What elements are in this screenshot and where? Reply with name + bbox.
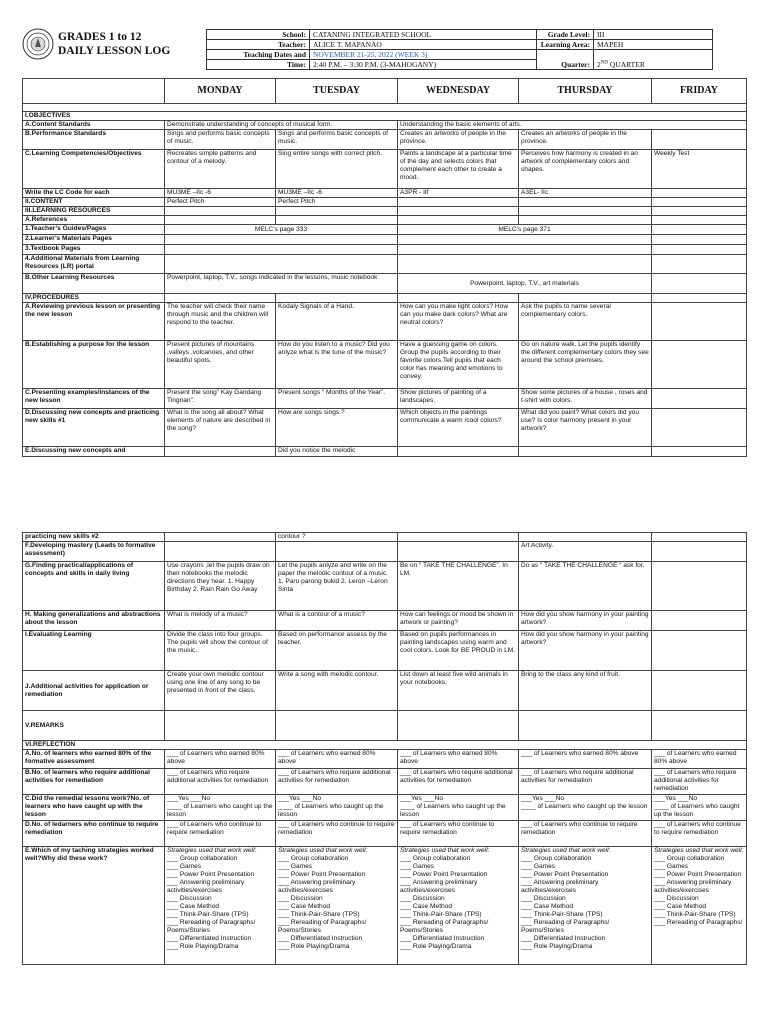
yes-no: ___Yes ___No [654,795,698,802]
strategy-item: ___ Role Playing/Drama [278,943,350,950]
cell-mon-tue [165,255,398,274]
section-objectives: I.OBJECTIVES [23,112,747,121]
cell-mon-tue: Powerpoint, laptop, T.V., songs indicated in the lessons, music notebook [165,274,398,294]
corner-cell [23,79,165,104]
table-row [23,130,747,150]
table-row [23,542,747,562]
section-reflection: VI.REFLECTION [23,741,747,750]
cell-tue: MU3ME –IIc -6 [276,189,398,198]
lesson-table-page-2 [22,532,747,965]
cell-wed: How can feelings or mood be shown in artwork or painting? [398,611,519,631]
table-row [23,225,747,235]
strategy-item: ___ Games [521,863,556,870]
grade-value: III [594,30,713,40]
cell-tue [276,216,398,225]
cell-wed [398,216,519,225]
strategy-item: ___ Think-Pair-Share (TPS) [400,911,482,918]
cell-thu: What did you paint? What colors did you use? Is color harmony present in your artwork? [519,409,652,447]
table-row [23,769,747,795]
cell-tue: Based on performance assess by the teacher. [276,631,398,671]
cell-thu: Go on nature walk. Let the pupils identify the different complementary colors they see around the school premises. [519,341,652,389]
cell-thu: How did you show harmony in your painting artwork? [519,611,652,631]
table-row [23,611,747,631]
row-label: F.Developing mastery (Leads to formative assessment) [23,542,165,562]
strategy-item: ___ Power Point Presentation [654,871,742,878]
strategy-item: ___ Case Method [278,903,331,910]
cell-wed [398,711,519,741]
row-label: C.Presenting examples/instances of the new lesson [23,389,165,409]
strategy-item: ___ Power Point Presentation [167,871,255,878]
cell-tue: Sing entire songs with correct pitch. [276,150,398,189]
yes-no: ___Yes ___No [167,795,211,802]
page-2 [0,532,768,1024]
strategy-item: ___ Rereading of Paragraphs/ Poems/Stories [167,919,256,934]
row-label: I.Evaluating Learning [23,631,165,671]
cell-wed [398,294,519,303]
cell-mon [165,216,276,225]
row-label: II.CONTENT [23,198,165,207]
cell-wed: Be on “ TAKE THE CHALLENGE”. In LM. [398,562,519,611]
cell-thu: ___ of Learners who require additional activities for remediation [519,769,652,795]
cell-tue [276,542,398,562]
cell-thu: Ask the pupils to name several complementary colors. [519,303,652,341]
table-row [23,245,747,255]
cell-thu [519,198,652,207]
row-label: J.Additional activities for application or remediation [23,671,165,711]
cell-thu: Perceives how harmony is created in an artwork of complementary colors and shapes. [519,150,652,189]
cell-thu: Show some pictures of a house , roses and t-shirt with colors. [519,389,652,409]
strategy-item: ___ Think-Pair-Share (TPS) [278,911,360,918]
strategies-heading: Strategies used that work well: [278,847,368,854]
section-remarks: V.REMARKS [23,711,165,741]
quarter-word: QUARTER [607,60,645,69]
row-label: 3.Textbook Pages [23,245,165,255]
table-row [23,821,747,847]
table-row [23,847,747,965]
strategy-item: ___ Differentiated Instruction [521,935,606,942]
cell-fri [652,255,747,274]
row-label: C.Learning Competencies/Objectives [23,150,165,189]
cell-mon-tue: MELC’s page 333 [165,225,398,235]
table-row [23,447,747,457]
cell-mon [165,533,276,542]
cell-thu [519,533,652,542]
cell-fri [652,562,747,611]
cell-mon-tue [165,245,398,255]
caught-up: ____ of Learners who caught up the lesson [521,803,648,810]
caught-up: ____ of Learners who caught up the lesson [278,803,384,818]
row-label: A.Reviewing previous lesson or presenting the new lesson [23,303,165,341]
row-label: D.No. of ledarners who continue to require remediation [23,821,165,847]
strategy-item: ___ Case Method [521,903,574,910]
row-label: B.No. of learners who require additional activities for remediation [23,769,165,795]
cell-tue: Present songs “ Months of the Year”. [276,389,398,409]
strategy-item: ___ Group collaboration [167,855,238,862]
caught-up: ____ of Learners who caught up the lesson [654,803,740,818]
section-procedures: IV.PROCEDURES [23,294,165,303]
cell-thu [519,795,652,821]
table-row [23,711,747,741]
table-row [23,255,747,274]
cell-mon [165,207,276,216]
cell-mon: Sings and performs basic concepts of music. [165,130,276,150]
cell-tue: Sings and performs basic concepts of music. [276,130,398,150]
cell-wed-thu [398,235,652,245]
cell-tue: How do you listen to a music? Did you anlyze what is the tune of the music? [276,341,398,389]
row-label: Write the LC Code for each [23,189,165,198]
time-value: 2:40 P.M. – 3:30 P.M. (3-MAHOGANY) [310,60,537,70]
strategies-cell [652,847,747,965]
cell-mon: Present pictures of mountains ,valleys ,volcanoes, and other beautiful spots. [165,341,276,389]
cell-fri [652,611,747,631]
quarter-label: Quarter: [537,50,594,70]
cell-tue: Kodaly Signals of a Hand. [276,303,398,341]
strategies-heading: Strategies used that work well: [167,847,257,854]
cell-mon: MU3ME –IIc -6 [165,189,276,198]
strategy-item: ___ Discussion [278,895,323,902]
row-label: 2.Learner’s Materials Pages [23,235,165,245]
cell-fri: ___ of Learners who require additional activities for remediation [652,769,747,795]
cell-mon [165,294,276,303]
cell-fri [652,542,747,562]
cell-thu: ___ of Learners who continue to require remediation [519,821,652,847]
row-label: 4.Additional Materials from Learning Resources (LR) portal [23,255,165,274]
cell-fri [652,389,747,409]
quarter-value [594,50,713,70]
table-row [23,750,747,769]
cell-tue [276,795,398,821]
table-row [23,409,747,447]
row-label: D.Discussing new concepts and practicing new skills #1 [23,409,165,447]
table-row [23,121,747,130]
day-header-row [23,79,747,104]
strategy-item: ___ Differentiated Instruction [400,935,485,942]
day-monday: MONDAY [165,79,276,104]
cell-fri [652,198,747,207]
strategy-item: ___ Think-Pair-Share (TPS) [521,911,603,918]
cell-thu: How did you show harmony in your painting artwork? [519,631,652,671]
cell-wed: Based on pupils performances in painting landscapes using warm and cool colors. Look for BE PROUD in LM. [398,631,519,671]
strategy-item: ___ Answering preliminary activities/exercises [654,879,732,894]
cell-tue [276,711,398,741]
lesson-table-page-1 [22,78,747,457]
row-label: H. Making generalizations and abstractions about the lesson [23,611,165,631]
table-row [23,671,747,711]
strategies-cell [276,847,398,965]
strategy-item: ___ Role Playing/Drama [167,943,239,950]
title-line-1: GRADES 1 to 12 [58,31,142,43]
cell-thu [519,711,652,741]
cell-mon: What is the song all about? What elements of nature are described in the song? [165,409,276,447]
strategy-item: ___ Games [167,863,202,870]
caught-up: ____ of Learners who caught up the lesson [167,803,273,818]
cell-wed-thu: Powerpoint, laptop, T.V., art materials [398,274,652,294]
cell-mon [165,711,276,741]
grade-label: Grade Level: [537,30,594,40]
cell-wed: Which objects in the paintings communicate a warm /cool colors? [398,409,519,447]
cell-tue: Write a song with melodic contour. [276,671,398,711]
strategy-item: ___ Power Point Presentation [521,871,609,878]
table-row [23,150,747,189]
info-table [206,29,713,70]
cell-mon [165,542,276,562]
cell-mon: ___ of Learners who require additional activities for remediation [165,769,276,795]
cell-fri [652,409,747,447]
row-label: 1.Teacher’s Guides/Pages [23,225,165,235]
strategy-item: ___ Rereading of Paragraphs/ Poems/Stories [278,919,367,934]
yes-no: ___Yes ___No [400,795,444,802]
cell-fri [652,189,747,198]
cell-fri: ___ of Learners who earned 80% above [652,750,747,769]
cell-tue: ___ of Learners who continue to require remediation [276,821,398,847]
cell-wed-fri: Understanding the basic elements of arts. [398,121,747,130]
cell-wed: ___ of Learners who earned 80% above [398,750,519,769]
teacher-value: ALICE T. MAPANAO [310,40,537,50]
row-label: B.Other Learning Resources [23,274,165,294]
strategies-heading: Strategies used that work well: [654,847,744,854]
table-row [23,112,747,121]
cell-wed: A3PR - IIf [398,189,519,198]
table-row [23,274,747,294]
table-row [23,303,747,341]
strategy-item: ___ Case Method [400,903,453,910]
strategy-item: ___ Case Method [654,903,707,910]
row-label: A.No. of learners who earned 80% of the formative assessment [23,750,165,769]
cell-wed: List down at least five wild animals in your notebooks. [398,671,519,711]
title-line-2: DAILY LESSON LOG [58,45,171,57]
row-label: E.Which of my taching strategies worked well?Why did these work? [23,847,165,965]
yes-no: ___Yes ___No [278,795,322,802]
table-row [23,562,747,611]
cell-thu: Art Activity. [519,542,652,562]
cell-tue: ___ of Learners who require additional activities for remediation [276,769,398,795]
school-label: School: [207,30,310,40]
cell-mon: ___ of Learners who earned 80% above [165,750,276,769]
dates-value: NOVEMBER 21-25, 2022 (WEEK 3) [310,50,537,60]
day-thursday: THURSDAY [519,79,652,104]
page-1 [0,0,768,478]
table-row [23,198,747,207]
cell-thu [519,447,652,457]
table-row [23,389,747,409]
cell-wed-thu: MELC’s page 371 [398,225,652,235]
cell-mon [165,447,276,457]
cell-thu [519,207,652,216]
strategies-cell [165,847,276,965]
strategy-item: ___ Rereading of Paragraphs/ [654,919,743,926]
cell-fri [652,245,747,255]
cell-tue [276,294,398,303]
table-row [23,741,747,750]
deped-seal-icon [22,28,54,60]
table-row [23,207,747,216]
strategy-item: ___ Discussion [521,895,566,902]
cell-mon-tue [165,235,398,245]
cell-fri [652,216,747,225]
header [22,28,746,72]
cell-wed [398,795,519,821]
cell-wed-thu [398,255,652,274]
cell-tue: Let the pupils anlyze and write on the paper the melodic contour of a music. 1. Paru parong bukid 2. Leron –Leron Sinta [276,562,398,611]
day-tuesday: TUESDAY [276,79,398,104]
cell-mon-tue: Demonstrate understanding of concepts of musical form. [165,121,398,130]
yes-no: ___Yes ___No [521,795,565,802]
cell-wed-thu [398,245,652,255]
strategy-item: ___ Group collaboration [400,855,471,862]
cell-wed [398,198,519,207]
strategy-item: ___ Differentiated Instruction [278,935,363,942]
cell-wed: Have a guessing game on colors. Group the pupils according to their favorite colors.Tell pupils that each color has meaning and emotions to convey. [398,341,519,389]
strategy-item: ___ Answering preliminary activities/exercises [167,879,245,894]
cell-mon: Divide the class into four groups. The pupils will show the contour of the music. [165,631,276,671]
cell-thu [519,294,652,303]
cell-thu: Bring to the class any kind of fruit. [519,671,652,711]
row-label: A.References [23,216,165,225]
strategies-heading: Strategies used that work well: [521,847,611,854]
cell-fri [652,533,747,542]
cell-wed: Creates an artworks of people in the province. [398,130,519,150]
strategy-item: ___ Power Point Presentation [278,871,366,878]
cell-tue [276,207,398,216]
row-label: B.Performance Standards [23,130,165,150]
cell-fri [652,341,747,389]
row-label: E.Discussing new concepts and [23,447,165,457]
cell-fri [652,130,747,150]
cell-wed [398,542,519,562]
cell-fri [652,711,747,741]
table-row [23,631,747,671]
dates-label: Teaching Dates and [207,50,310,60]
strategies-cell [519,847,652,965]
cell-wed: ___ of Learners who continue to require remediation [398,821,519,847]
cell-mon: The teacher will check their name through music and the children will respond to the teacher. [165,303,276,341]
row-label: B.Establishing a purpose for the lesson [23,341,165,389]
cell-wed: ___ of Learners who require additional activities for remediation [398,769,519,795]
cell-thu: Do as “ TAKE THE CHALLENGE “ ask for. [519,562,652,611]
table-row [23,341,747,389]
strategy-item: ___ Power Point Presentation [400,871,488,878]
cell-tue: contour ? [276,533,398,542]
cell-tue: How are songs sings ? [276,409,398,447]
area-value: MAPEH [594,40,713,50]
cell-mon: Recreates simple patterns and contour of a melody. [165,150,276,189]
quarter-suffix: ND [600,60,608,66]
strategy-item: ___ Think-Pair-Share (TPS) [167,911,249,918]
cell-mon: Use crayons ,let the pupils draw on their notebooks the melodic directions they hear. 1. Happy Birthday 2. Rain Rain Go Away [165,562,276,611]
time-label: Time: [207,60,310,70]
strategy-item: ___ Rereading of Paragraphs/ Poems/Stories [400,919,489,934]
cell-wed: Show pictures of painting of a landscapes. [398,389,519,409]
cell-fri [652,631,747,671]
table-row [23,216,747,225]
cell-wed [398,533,519,542]
cell-fri: Weekly Test [652,150,747,189]
area-label: Learning Area: [537,40,594,50]
strategy-item: ___ Role Playing/Drama [521,943,593,950]
cell-mon: What is melody of a music? [165,611,276,631]
spacer-row [23,104,747,112]
table-row [23,795,747,821]
strategy-item: ___ Differentiated Instruction [167,935,252,942]
cell-mon: Present the song” Kay Gandang Tingnan”. [165,389,276,409]
cell-fri: ___ of Learners who continue to require remediation [652,821,747,847]
strategy-item: ___ Games [400,863,435,870]
cell-wed [398,207,519,216]
cell-thu: ___ of Learners who earned 80% above [519,750,652,769]
cell-fri [652,225,747,235]
strategy-item: ___ Discussion [654,895,699,902]
school-value: CATANING INTEGRATED SCHOOL [310,30,537,40]
cell-mon [165,795,276,821]
strategy-item: ___ Answering preliminary activities/exercises [278,879,356,894]
cell-tue: Perfect Pitch [276,198,398,207]
strategies-cell [398,847,519,965]
day-wednesday: WEDNESDAY [398,79,519,104]
strategy-item: ___ Group collaboration [654,855,725,862]
cell-wed [398,447,519,457]
cell-mon: Perfect Pitch [165,198,276,207]
row-label: C.Did the remedial lessons work?No. of learners who have caught up with the lesson [23,795,165,821]
strategy-item: ___ Rereading of Paragraphs/ Poems/Stories [521,919,610,934]
cell-tue: ___ of Learners who earned 80% above [276,750,398,769]
cell-fri [652,447,747,457]
strategy-item: ___ Case Method [167,903,220,910]
day-friday: FRIDAY [652,79,747,104]
cell-fri [652,303,747,341]
caught-up: ____ of Learners who caught up the lesson [400,803,506,818]
cell-mon: ___ of Learners who continue to require remediation [165,821,276,847]
strategy-item: ___ Games [278,863,313,870]
strategy-item: ___ Think-Pair-Share (TPS) [654,911,736,918]
table-row [23,294,747,303]
cell-fri [652,294,747,303]
table-row [23,189,747,198]
strategy-item: ___ Answering preliminary activities/exercises [521,879,599,894]
strategy-item: ___ Role Playing/Drama [400,943,472,950]
row-label: A.Content Standards [23,121,165,130]
log-title [58,30,170,58]
table-row [23,235,747,245]
strategy-item: ___ Answering preliminary activities/exercises [400,879,478,894]
cell-wed: How can you make light colors? How can you make dark colors? What are neutral colors? [398,303,519,341]
strategies-heading: Strategies used that work well: [400,847,490,854]
cell-fri [652,671,747,711]
cell-fri [652,207,747,216]
strategy-item: ___ Discussion [167,895,212,902]
row-label: practicing new skills #2 [23,533,165,542]
cell-thu: A3EL- IIc [519,189,652,198]
quarter-number: 2 [597,60,601,69]
cell-wed: Paints a landscape at a particular time of the day and selects colors that complement each other to create a mood. [398,150,519,189]
strategy-item: ___ Games [654,863,689,870]
strategy-item: ___ Discussion [400,895,445,902]
teacher-label: Teacher: [207,40,310,50]
cell-tue: What is a contour of a music? [276,611,398,631]
cell-tue: Did you notice the melodic [276,447,398,457]
cell-fri [652,795,747,821]
table-row [23,533,747,542]
section-resources: III.LEARNING RESOURCES [23,207,165,216]
cell-thu [519,216,652,225]
cell-fri [652,274,747,294]
cell-thu: Creates an artworks of people in the province. [519,130,652,150]
strategy-item: ___ Group collaboration [521,855,592,862]
row-label: G.Finding practical/applications of concepts and skills in daily living [23,562,165,611]
cell-fri [652,235,747,245]
cell-mon: Create your own melodic contour using one line of any song to be presented in front of the class. [165,671,276,711]
strategy-item: ___ Group collaboration [278,855,349,862]
